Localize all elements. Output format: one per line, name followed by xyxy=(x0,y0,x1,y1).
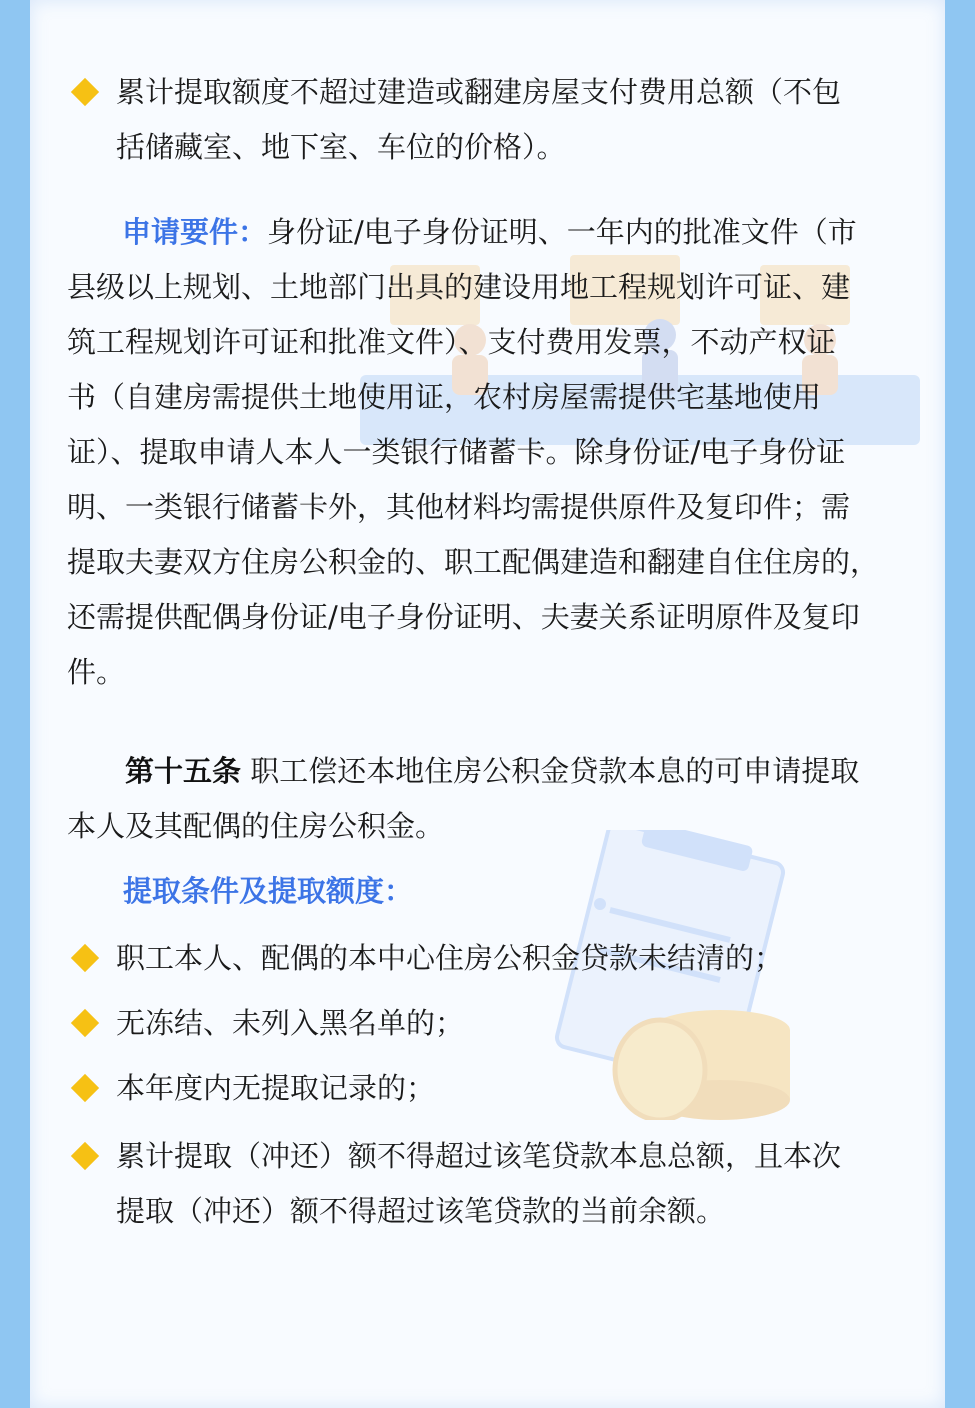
requirements-line: 筑工程规划许可证和批准文件）、支付费用发票，不动产权证 xyxy=(67,325,836,359)
bullet-diamond-icon xyxy=(67,1068,103,1108)
condition-item: 本年度内无提取记录的； xyxy=(116,1071,436,1105)
requirements-line: 明、一类银行储蓄卡外，其他材料均需提供原件及复印件；需 xyxy=(67,490,851,524)
bullet-diamond-icon xyxy=(67,72,103,112)
requirements-line: 提取夫妻双方住房公积金的、职工配偶建造和翻建自住住房的， xyxy=(67,545,880,579)
requirements-first-line xyxy=(67,212,927,252)
bullet-diamond-icon xyxy=(67,1136,103,1176)
bullet-text-line: 括储藏室、地下室、车位的价格）。 xyxy=(116,130,566,164)
condition-item: 累计提取（冲还）额不得超过该笔贷款本息总额，且本次 xyxy=(116,1139,842,1173)
bullet-text-line: 累计提取额度不超过建造或翻建房屋支付费用总额（不包 xyxy=(116,75,842,109)
bullet-diamond-icon xyxy=(67,1003,103,1043)
requirements-label: 申请要件： xyxy=(122,215,268,249)
article-first-line xyxy=(67,751,927,791)
requirements-line: 证）、提取申请人本人一类银行储蓄卡。除身份证/电子身份证 xyxy=(67,435,846,469)
requirements-text: 身份证/电子身份证明、一年内的批准文件（市 xyxy=(267,215,857,249)
condition-item: 无冻结、未列入黑名单的； xyxy=(116,1006,465,1040)
requirements-line: 还需提供配偶身份证/电子身份证明、夫妻关系证明原件及复印 xyxy=(67,600,860,634)
bullet-diamond-icon xyxy=(67,938,103,978)
article-text: 职工偿还本地住房公积金贷款本息的可申请提取 xyxy=(250,754,860,788)
article-number: 第十五条 xyxy=(125,754,242,788)
requirements-line: 县级以上规划、土地部门出具的建设用地工程规划许可证、建 xyxy=(67,270,851,304)
condition-item-continued: 提取（冲还）额不得超过该笔贷款的当前余额。 xyxy=(116,1194,726,1228)
requirements-line: 件。 xyxy=(67,655,126,689)
article-line: 本人及其配偶的住房公积金。 xyxy=(67,809,445,843)
requirements-line: 书（自建房需提供土地使用证，农村房屋需提供宅基地使用 xyxy=(67,380,822,414)
condition-item: 职工本人、配偶的本中心住房公积金贷款未结清的； xyxy=(116,941,784,975)
conditions-heading: 提取条件及提取额度： xyxy=(123,874,414,908)
